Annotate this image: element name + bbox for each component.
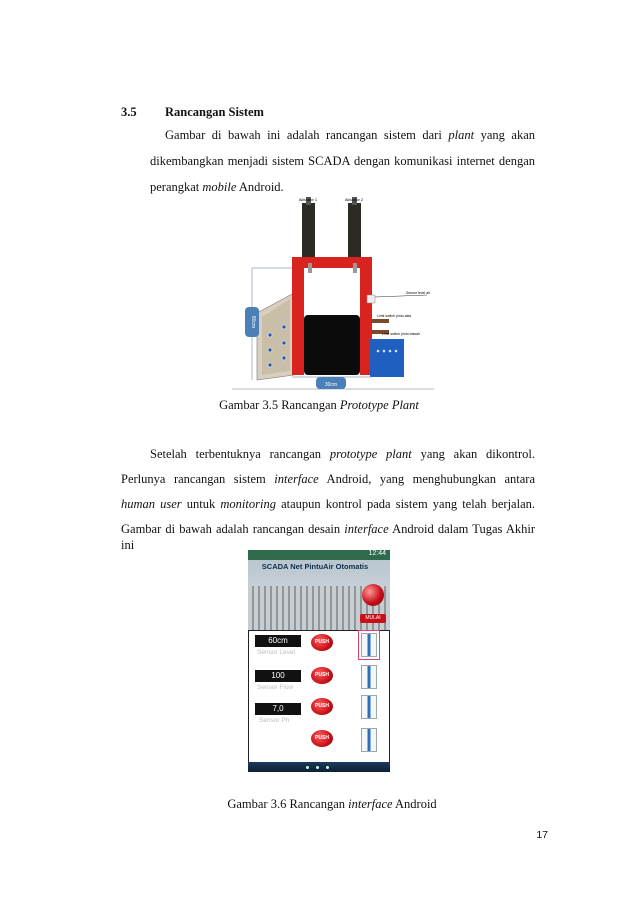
page-number: 17 — [536, 829, 548, 841]
start-button[interactable]: MULAI — [360, 614, 386, 623]
sensor-ph-value: 7,0 — [255, 703, 301, 715]
push-button-3[interactable]: PUSH — [311, 698, 333, 715]
page-indicator-dot — [316, 766, 319, 769]
actuator-2-label: Aktuator 2 — [344, 197, 364, 202]
para2-line5: ini — [121, 538, 135, 552]
section-title: Rancangan Sistem — [165, 105, 264, 119]
status-time: 12:44 — [368, 550, 386, 557]
gate-3-icon[interactable] — [361, 695, 377, 719]
gate-2-icon[interactable] — [361, 665, 377, 689]
actuator-1-label: Aktuator 1 — [298, 197, 318, 202]
height-dimension-label: 80cm — [250, 315, 256, 329]
android-interface-figure — [248, 550, 390, 772]
sensor-ph-label: Sensor Ph — [259, 717, 290, 724]
page-indicator-dot — [326, 766, 329, 769]
page-indicator-dot — [306, 766, 309, 769]
control-panel — [248, 630, 390, 764]
section-number: 3.5 — [121, 105, 137, 119]
sensor-level-label: Sensor Level — [257, 649, 295, 656]
app-title: SCADA Net PintuAir Otomatis — [261, 562, 369, 571]
push-button-1[interactable]: PUSH — [311, 634, 333, 651]
figure-3-6-caption: Gambar 3.6 Rancangan interface Android — [227, 797, 437, 811]
sensor-level-label: Sensor level air — [406, 291, 431, 295]
para1-line3: perangkat mobile Android. — [150, 180, 284, 194]
push-button-2[interactable]: PUSH — [311, 667, 333, 684]
gate-1-icon[interactable] — [361, 633, 377, 657]
para2-line3: human user untuk monitoring ataupun kontrol pada sistem yang telah berjalan. — [121, 497, 535, 511]
para2-line2: Perlunya rancangan sistem interface Android, yang menghubungkan antara — [121, 472, 536, 486]
push-button-4[interactable]: PUSH — [311, 730, 333, 747]
prototype-plant-figure — [232, 195, 437, 393]
status-bar — [248, 550, 390, 560]
gate-4-icon[interactable] — [361, 728, 377, 752]
figure-3-5-caption: Gambar 3.5 Rancangan Prototype Plant — [219, 398, 419, 412]
limit-switch-bottom-label: Limit switch pintu bawah — [382, 332, 420, 336]
sensor-flow-value: 100 — [255, 670, 301, 682]
width-dimension-label: 30cm — [324, 382, 338, 388]
sensor-level-value: 60cm — [255, 635, 301, 647]
para2-line1: Setelah terbentuknya rancangan prototype plant yang akan dikontrol. — [150, 447, 536, 461]
navigation-bar — [248, 762, 390, 772]
para1-line1: Gambar di bawah ini adalah rancangan sistem dari plant yang akan — [165, 128, 535, 142]
para2-line4: Gambar di bawah adalah rancangan desain interface Android dalam Tugas Akhir — [121, 522, 535, 536]
limit-switch-top-label: Limit switch pintu atas — [377, 314, 412, 318]
para1-line2: dikembangkan menjadi sistem SCADA dengan komunikasi internet dengan — [150, 154, 535, 168]
sensor-flow-label: Sensor Flow — [257, 684, 294, 691]
start-knob-icon[interactable] — [362, 584, 384, 606]
